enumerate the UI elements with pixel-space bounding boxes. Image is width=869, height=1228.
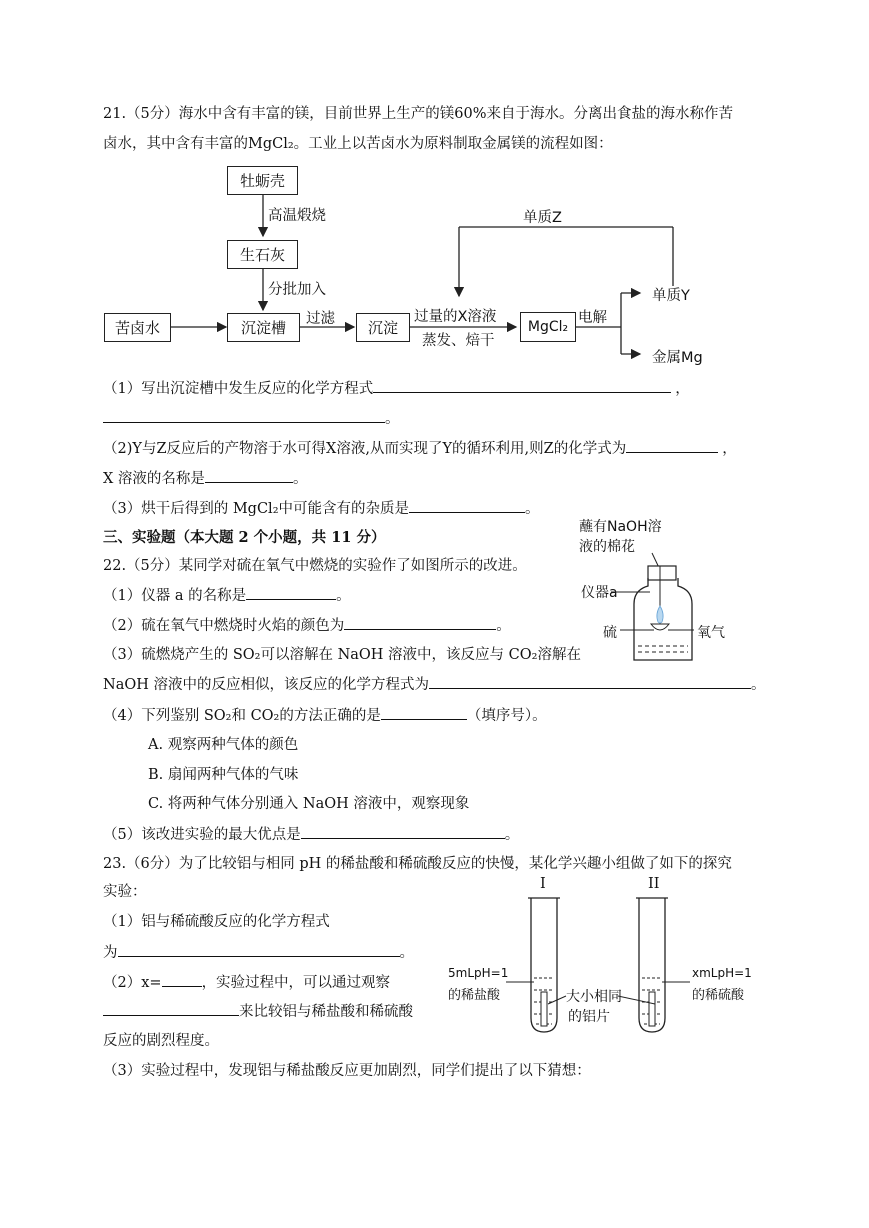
metal-mg-label: 金属Mg [652, 350, 703, 366]
q22-part1: （1）仪器 a 的名称是 。 [103, 585, 351, 606]
cotton-label-1: 蘸有NaOH溶 [579, 519, 662, 535]
tube-1-label: I [540, 876, 546, 892]
right-label-2: 的稀硫酸 [692, 988, 745, 1003]
q23-part1b: 为 。 [103, 942, 414, 963]
bittern-box: 苦卤水 [104, 313, 171, 342]
sulfur-label: 硫 [603, 625, 617, 641]
q22-part3a: （3）硫燃烧产生的 SO₂可以溶解在 NaOH 溶液中，该反应与 CO₂溶解在 [103, 647, 581, 663]
q21-line2: 卤水，其中含有丰富的MgCl₂。工业上以苦卤水为原料制取金属镁的流程如图： [103, 136, 613, 152]
q21-line1: 21.（5分）海水中含有丰富的镁，目前世界上生产的镁60%来自于海水。分离出食盐的海水称作苦 [103, 106, 734, 122]
q22-option-c: C. 将两种气体分别通入 NaOH 溶液中，观察现象 [148, 796, 470, 812]
left-label-2: 的稀盐酸 [448, 988, 501, 1003]
tank-box: 沉淀槽 [227, 313, 300, 342]
q22-option-b: B. 扇闻两种气体的气味 [148, 767, 299, 783]
cotton-label-2: 液的棉花 [579, 539, 635, 555]
element-y-label: 单质Y [652, 288, 690, 304]
q22-part5: （5）该改进实验的最大优点是 。 [103, 824, 519, 845]
mgcl2-box: MgCl₂ [520, 312, 576, 342]
q22-part2: （2）硫在氧气中燃烧时火焰的颜色为 。 [103, 615, 511, 636]
q22-part3b: NaOH 溶液中的反应相似，该反应的化学方程式为 。 [103, 674, 765, 695]
q22-intro: 22.（5分）某同学对硫在氧气中燃烧的实验作了如图所示的改进。 [103, 558, 527, 574]
q21-part2-cont: X 溶液的名称是 。 [103, 468, 307, 489]
quicklime-box: 生石灰 [227, 240, 298, 269]
oyster-shell-box: 牡蛎壳 [227, 166, 298, 195]
section3-title: 三、实验题（本大题 2 个小题，共 11 分） [103, 529, 386, 546]
q23-part1a: （1）铝与稀硫酸反应的化学方程式 [103, 914, 330, 930]
mid-label-2: 的铝片 [568, 1009, 610, 1025]
q23-part2c: 反应的剧烈程度。 [103, 1033, 219, 1049]
electrolysis-label: 电解 [578, 310, 607, 326]
calcine-label: 高温煅烧 [268, 208, 326, 224]
tube-2-label: II [648, 876, 660, 892]
precipitate-box: 沉淀 [356, 313, 410, 342]
filter-label: 过滤 [306, 311, 335, 327]
q22-part4: （4）下列鉴别 SO₂和 CO₂的方法正确的是 （填序号）。 [103, 705, 547, 726]
oxygen-label: 氧气 [697, 625, 725, 641]
left-label-1: 5mLpH=1 [448, 966, 509, 980]
evaporate-dry-label: 蒸发、焙干 [422, 333, 495, 349]
q21-part1-cont: 。 [103, 408, 400, 429]
q23-part3: （3）实验过程中，发现铝与稀盐酸反应更加剧烈，同学们提出了以下猜想： [103, 1063, 591, 1079]
mid-label-1: 大小相同 [566, 989, 622, 1005]
excess-x-label: 过量的X溶液 [414, 309, 497, 325]
element-z-label: 单质Z [523, 210, 562, 226]
add-batches-label: 分批加入 [268, 282, 326, 298]
q21-part2: （2)Y与Z反应后的产物溶于水可得X溶液,从而实现了Y的循环利用,则Z的化学式为 ， [103, 438, 737, 459]
instrument-a-label: 仪器a [581, 585, 618, 601]
q22-option-a: A. 观察两种气体的颜色 [148, 737, 299, 753]
q21-part3: （3）烘干后得到的 MgCl₂中可能含有的杂质是 。 [103, 498, 540, 519]
q23-intro-a: 23.（6分）为了比较铝与相同 pH 的稀盐酸和稀硫酸反应的快慢，某化学兴趣小组做了如下的探究 [103, 856, 732, 872]
q23-part2b: 来比较铝与稀盐酸和稀硫酸 [103, 1001, 413, 1022]
q21-part1: （1）写出沉淀槽中发生反应的化学方程式 ， [103, 378, 690, 399]
q23-intro-b: 实验： [103, 884, 147, 900]
right-label-1: xmLpH=1 [692, 966, 752, 980]
q23-part2a: （2）x= ，实验过程中，可以通过观察 [103, 972, 390, 993]
